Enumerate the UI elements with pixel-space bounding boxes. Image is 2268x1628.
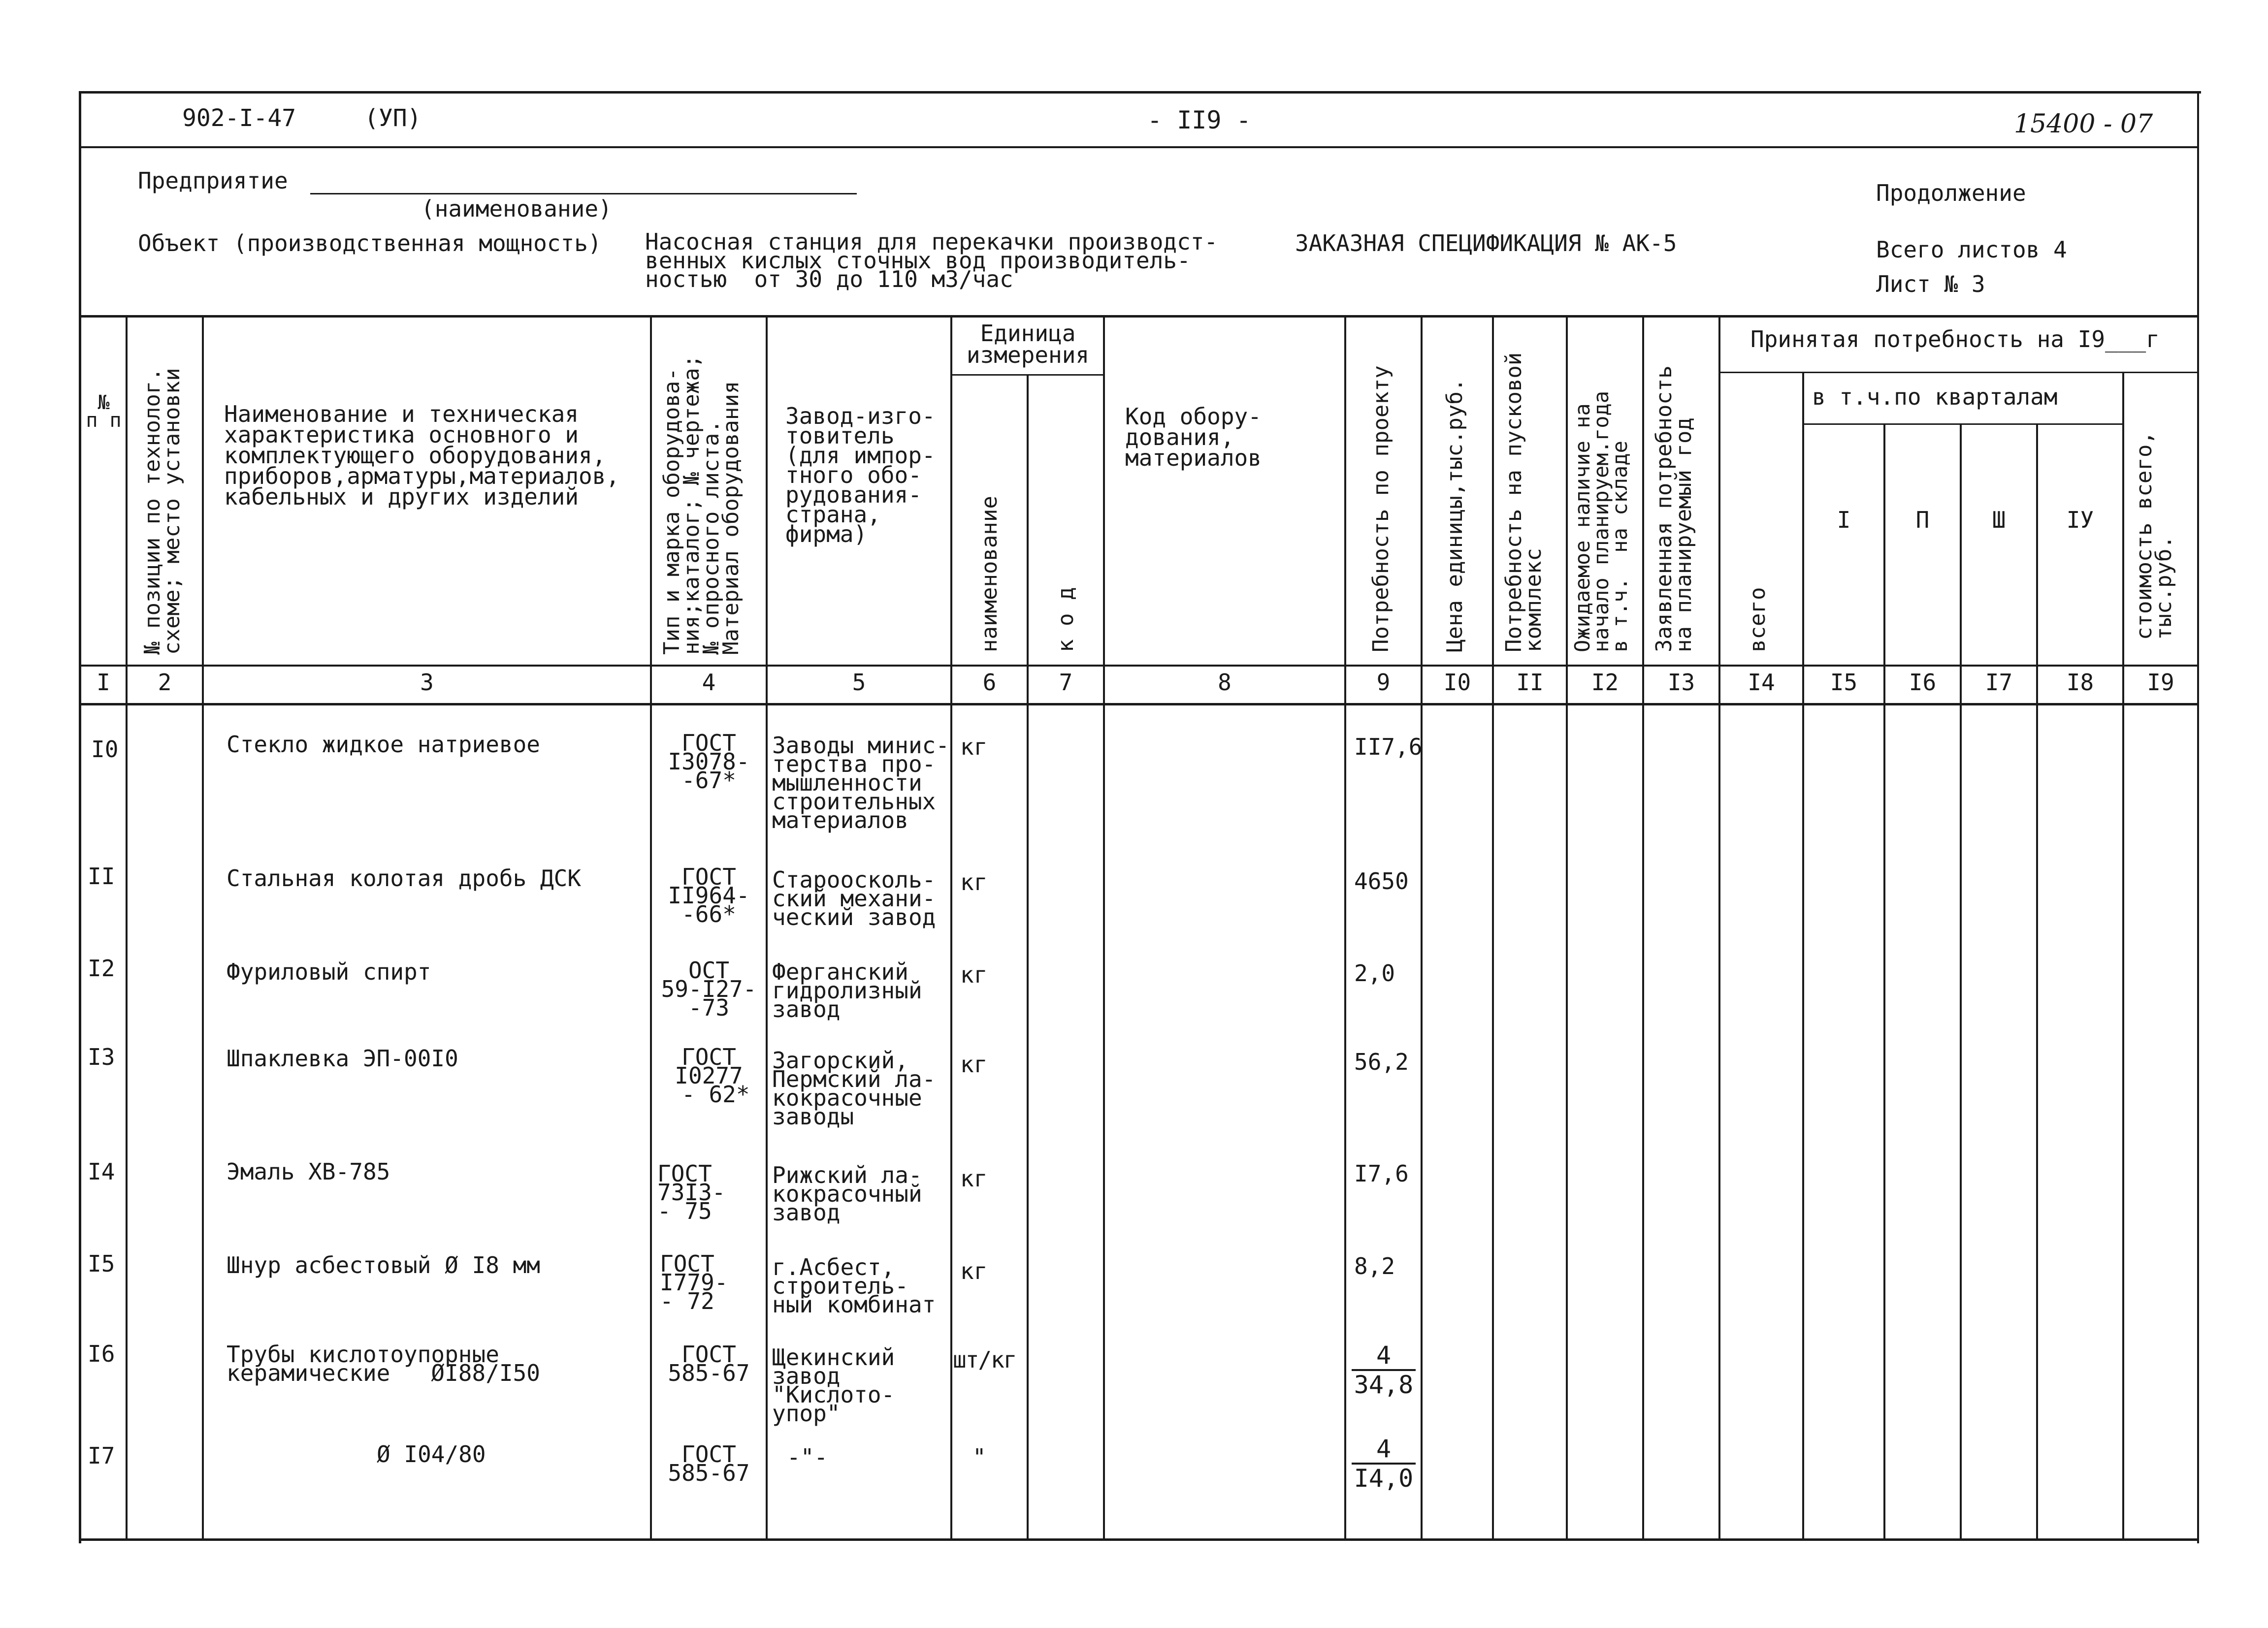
row-name: Шнур асбестовый Ø I8 мм: [227, 1252, 540, 1278]
row-number: I7: [88, 1442, 115, 1469]
header-q2: П: [1915, 507, 1930, 533]
col-sep: [1883, 423, 1885, 1540]
col-sep: [1718, 315, 1720, 1540]
row-need-weight: 34,8: [1354, 1371, 1414, 1399]
col-sep: [1642, 315, 1644, 1540]
header-q3: Ш: [1992, 507, 2006, 533]
column-number: 4: [702, 669, 716, 696]
header-name: Наименование и техническая характеристика основного и комплектующего оборудования, приборов,арматуры,материалов, кабельных и других изделий: [224, 401, 620, 510]
row-need: 4650: [1354, 868, 1409, 894]
row-unit: кг: [960, 961, 988, 988]
header-num: № п п: [86, 391, 122, 432]
album-code: (УП): [364, 104, 421, 132]
row-type: ГОСТ I0277 - 62*: [675, 1044, 750, 1108]
col-sep: [1027, 374, 1029, 1540]
enterprise-underline: [310, 193, 857, 194]
accepted-group-rule: [1718, 372, 2199, 373]
header-type: Тип и марка оборудова- ния;каталог; № чертежа; № опросного листа. Материал оборудования: [659, 354, 744, 655]
row-type: ГОСТ 585-67: [668, 1441, 750, 1486]
row-unit: кг: [960, 869, 988, 895]
frame-top: [79, 91, 2201, 94]
table-top-rule: [79, 315, 2199, 318]
column-number: 2: [158, 669, 172, 696]
col-sep: [202, 315, 204, 1540]
column-number: I: [97, 669, 110, 696]
col-sep: [1421, 315, 1423, 1540]
header-expected: Ожидаемое наличие на начало планируем.года в т.ч. на складе: [1570, 390, 1632, 652]
row-need: 8,2: [1354, 1253, 1395, 1279]
header-q1: I: [1837, 507, 1851, 533]
col-sep: [1566, 315, 1568, 1540]
row-manufacturer: Рижский ла- кокрасочный завод: [772, 1162, 922, 1226]
enterprise-label: Предприятие: [138, 167, 288, 194]
row-manufacturer: -"-: [787, 1444, 828, 1470]
row-number: I6: [88, 1341, 115, 1367]
column-number: II: [1516, 669, 1544, 696]
frame-right: [2197, 91, 2199, 1543]
frame-bottom: [79, 1538, 2199, 1541]
row-need-fraction: [1352, 1435, 1416, 1492]
column-number: I6: [1909, 669, 1937, 696]
column-number: 7: [1059, 669, 1073, 696]
col-sep: [766, 315, 768, 1540]
header-declared: Заявленная потребность на планируемый год: [1652, 365, 1696, 652]
row-type: ГОСТ 73I3- - 75: [657, 1160, 726, 1224]
row-name: Ø I04/80: [377, 1441, 486, 1468]
row-number: I4: [88, 1158, 115, 1185]
quarters-group-rule: [1802, 423, 2122, 425]
column-number: I8: [2066, 669, 2094, 696]
header-position: № позиции по технолог. схеме; место установки: [140, 368, 185, 655]
row-unit: ": [972, 1444, 986, 1470]
row-need-quantity: 4: [1352, 1435, 1416, 1465]
row-name: Стекло жидкое натриевое: [227, 731, 540, 758]
page-number: - II9 -: [1147, 106, 1251, 134]
header-q4: IУ: [2066, 507, 2094, 533]
column-number: 3: [420, 669, 434, 696]
row-unit: кг: [960, 1051, 988, 1078]
row-type: ГОСТ I779- - 72: [660, 1250, 728, 1314]
object-label: Объект (производственная мощность): [138, 230, 602, 256]
row-name: Стальная колотая дробь ДСК: [227, 865, 582, 892]
column-number: 9: [1376, 669, 1391, 696]
row-number: II: [88, 863, 115, 890]
column-number: I4: [1748, 669, 1775, 696]
row-manufacturer: Щекинский завод "Кислото- упор": [772, 1344, 895, 1427]
column-number: 8: [1218, 669, 1231, 696]
header-need-startup: Потребность на пусковой комплекс: [1501, 352, 1546, 652]
continuation-label: Продолжение: [1876, 180, 2026, 206]
col-sep: [1802, 372, 1804, 1540]
row-name: Трубы кислотоупорные керамические ØI88/I50: [227, 1341, 540, 1386]
frame-left: [79, 91, 81, 1543]
header-rule: [79, 146, 2199, 148]
row-type: ГОСТ II964- -66*: [668, 863, 750, 927]
row-number: I5: [88, 1250, 115, 1277]
column-number: I3: [1667, 669, 1695, 696]
col-sep: [950, 315, 952, 1540]
row-name: Фуриловый спирт: [227, 958, 431, 985]
col-sep: [1492, 315, 1494, 1540]
row-unit: шт/кг: [953, 1346, 1016, 1373]
header-cost: стоимость всего, тыс.руб.: [2132, 431, 2176, 640]
header-total: всего: [1745, 587, 1770, 652]
sheet-number: Лист № 3: [1876, 271, 1985, 297]
row-number: I2: [88, 955, 115, 982]
header-unit-name: наименование: [977, 496, 1002, 652]
column-number: I2: [1591, 669, 1619, 696]
column-number-rule-bottom: [79, 703, 2199, 705]
header-unit-code: к о д: [1053, 587, 1078, 652]
row-need: 56,2: [1354, 1049, 1409, 1075]
row-manufacturer: Загорский, Пермский ла- кокрасочные заводы: [772, 1047, 936, 1130]
header-quarters-group: в т.ч.по кварталам: [1812, 383, 2058, 410]
col-sep: [1103, 315, 1105, 1540]
registration-number: 15400 - 07: [2014, 109, 2153, 139]
row-name: Эмаль ХВ-785: [227, 1158, 390, 1185]
row-manufacturer: г.Асбест, строитель- ный комбинат: [772, 1254, 936, 1318]
header-need-project: Потребность по проекту: [1368, 365, 1393, 652]
row-unit: кг: [960, 1258, 988, 1284]
row-unit: кг: [960, 1165, 988, 1192]
col-sep: [2036, 423, 2038, 1540]
col-sep: [126, 315, 128, 1540]
header-manufacturer: Завод-изго- товитель (для импор- тного обо- рудования- страна, фирма): [785, 403, 936, 547]
total-sheets: Всего листов 4: [1876, 236, 2067, 263]
row-manufacturer: Ферганский гидролизный завод: [772, 958, 922, 1022]
column-number-rule-top: [79, 665, 2199, 667]
row-manufacturer: Заводы минис- терства про- мышленности строительных материалов: [772, 732, 950, 833]
col-sep: [1960, 423, 1962, 1540]
row-need-quantity: 4: [1352, 1341, 1416, 1371]
column-number: 5: [852, 669, 866, 696]
column-number: I0: [1443, 669, 1471, 696]
row-number: I0: [91, 736, 119, 763]
row-need: I7,6: [1354, 1160, 1409, 1187]
row-name: Шпаклевка ЭП-00I0: [227, 1045, 458, 1072]
row-type: ОСТ 59-I27- -73: [661, 957, 757, 1021]
row-unit: кг: [960, 734, 988, 760]
header-unit-price: Цена единицы,тыс.руб.: [1442, 378, 1467, 652]
row-need-weight: I4,0: [1354, 1464, 1414, 1493]
object-value: Насосная станция для перекачки производст- венных кислых сточных вод производитель- ностью от 30 до 110 м3/час: [645, 228, 1218, 292]
row-number: I3: [88, 1044, 115, 1070]
col-sep: [2122, 372, 2124, 1540]
row-need: II7,6: [1354, 734, 1423, 760]
header-accepted-group: Принятая потребность на I9___г: [1750, 326, 2160, 352]
spec-title: ЗАКАЗНАЯ СПЕЦИФИКАЦИЯ № АК-5: [1295, 230, 1677, 256]
row-type: ГОСТ I3078- -67*: [668, 730, 750, 794]
project-code: 902-I-47: [182, 104, 296, 132]
row-need: 2,0: [1354, 960, 1395, 987]
row-manufacturer: Староосколь- ский механи- ческий завод: [772, 866, 936, 930]
column-number: I9: [2147, 669, 2174, 696]
column-number: 6: [982, 669, 997, 696]
row-type: ГОСТ 585-67: [668, 1341, 750, 1386]
header-equipment-code: Код обору- дования, материалов: [1125, 403, 1262, 471]
enterprise-sublabel: (наименование): [421, 195, 612, 222]
col-sep: [1344, 315, 1346, 1540]
column-number: I7: [1985, 669, 2013, 696]
column-number: I5: [1830, 669, 1858, 696]
row-need-fraction: [1352, 1341, 1416, 1399]
header-unit-group: Единица измерения: [966, 320, 1090, 368]
